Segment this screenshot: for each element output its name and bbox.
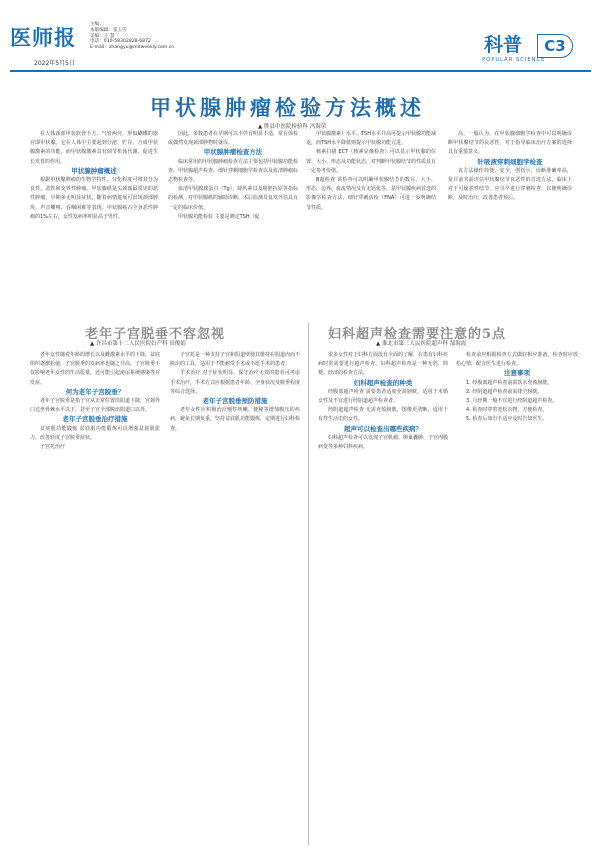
paragraph: 该方法操作简便、安全，创伤小，诊断准确率高，是目前术前评估甲状腺结节良恶性的首选方法。临床上对于可疑恶性结节，应尽早进行穿刺检查，以便明确诊断，及时治疗，改善患者预后。 [448, 167, 572, 202]
section-heading: 针吸液穿刺细胞学检查 [477, 157, 543, 166]
paragraph: 3. 月经期一般不宜进行经阴道超声检查。 [466, 398, 558, 405]
paragraph: 核素扫描 ECT（核素显像检查）可以显示甲状腺的位置、大小、形态及功能状态，对判断甲状腺结节的性质具有一定参考价值。 [306, 149, 436, 174]
info-line: 主编： [90, 22, 104, 27]
paragraph: 妇科超声检查可以发现子宫肌瘤、卵巢囊肿、子宫内膜病变等多种妇科疾病。 [318, 434, 448, 451]
paragraph: 子宫托是一种支持子宫和阴道壁使其维持在阴道内而不脱出的工具，适用于不能耐受手术或不愿手术的患者。 [170, 352, 300, 368]
paragraph: B超检查 该检查可以明确甲状腺结节的数目、大小、形态、边界、血流情况及有无钙化等，是甲状腺疾病首选的影像学检查方法，细针穿刺活检（FNA）可进一步明确结节性质。 [306, 177, 436, 211]
paragraph: 5. 检查后如有不适应及时告知医生。 [466, 416, 548, 423]
section-heading: 甲状腺肿瘤检查方法 [203, 148, 263, 157]
article-column [306, 130, 436, 330]
info-line: 本版编辑：张玉雪 [90, 27, 127, 33]
paragraph: 在人体颈部甲状软骨下方、气管两旁，形似蝴蝶的器官即甲状腺。它在人体中主要起到分泌、贮存、合成甲状腺激素的功能，而甲状腺激素具有调节机体代谢、促进生长发育的作用。 [30, 131, 158, 165]
paragraph: 老年子宫脱垂是指子宫从正常位置沿阴道下降，宫颈外口达坐骨棘水平以下，甚至子宫全部脱出阴道口以外。 [30, 398, 160, 414]
section-heading: 妇科超声检查的种类 [353, 378, 413, 387]
info-line: E-mail：zhangyu@mdweekly.com.cn [90, 45, 175, 51]
section-heading: 老年子宫脱垂预防措施 [202, 397, 268, 406]
masthead: 医师报 [10, 25, 76, 50]
article-column [168, 130, 298, 330]
article-byline: ▲ 许昌市第十二人民医院妇产科 田俊娟 [90, 341, 186, 347]
publication-info [90, 22, 174, 51]
paragraph: 很多女性对于妇科方面没有全面的了解，在患有妇科疾病时常需要进行超声检查。妇科超声检查是一种无创、简便、经济的检查方法。 [318, 352, 448, 377]
paragraph: 临床常用的甲状腺肿瘤检查方法主要包括甲状腺功能检查、甲状腺超声检查、细针穿刺细胞学检查以及血清肿瘤标志物检查等。 [168, 158, 298, 184]
paragraph: 经腹部超声检查 需要患者适度充盈膀胱，适用于未婚女性及不宜进行经阴道超声检查者。 [318, 388, 448, 405]
paragraph: 老年女性应积极治疗慢性咳嗽、便秘等增加腹压的疾病，避免长期负重，坚持盆底肌功能锻炼，定期进行妇科检查。 [170, 407, 300, 432]
article-column [30, 130, 158, 330]
article-column [30, 351, 160, 846]
section-title: 科普 [484, 34, 523, 56]
article-column [456, 351, 578, 846]
article-column [318, 351, 448, 846]
paragraph: 2. 经阴道超声检查前需排空膀胱。 [466, 388, 543, 395]
section-heading: 超声可以检查出哪些疾病？ [344, 424, 422, 433]
page-number: C3 [537, 34, 573, 58]
column-divider [308, 323, 309, 845]
article-title: 老年子宫脱垂不容忽视 [85, 327, 226, 342]
paragraph: 经阴道超声检查 无需充盈膀胱，图像更清晰，适用于有性生活史的女性。 [318, 407, 448, 423]
paragraph: 甲状腺功能检验 主要是测定TSH（促 [178, 213, 260, 220]
section-heading: 何为老年子宫脱垂？ [65, 387, 125, 396]
article-title: 妇科超声检查需要注意的5点 [328, 327, 507, 342]
header-rule [10, 70, 591, 72]
article-column [170, 351, 300, 846]
paragraph: 盆底肌功能锻炼 盆底肌功能锻炼可以增强盆底肌张力，改善轻度子宫脱垂症状。 [30, 425, 160, 441]
paragraph: 4. 检查时穿着宽松衣物，方便检查。 [466, 407, 548, 414]
info-line: 电话：010-58302828-6872 [90, 39, 151, 45]
article-column [448, 130, 572, 330]
paragraph: 因此，多数患者在早期可以不伴有明显不适，常在体检或偶然发现颈部肿物时就诊。 [168, 131, 298, 147]
paragraph: 老年女性随着年龄的增长以及雌激素水平的下降，盆底组织逐渐松弛，子宫脱垂的发病率也随之升高。子宫脱垂不仅影响老年女性的生活质量，还可能引起泌尿系统感染等并发症。 [30, 352, 160, 386]
paragraph: 甲状腺激素）水平。TSH水平升高可提示甲状腺功能减退，而TSH水平降低则提示甲状腺功能亢进。 [306, 131, 436, 147]
article-byline: ▲ 胜县中医院检验科 冯海荣 [258, 124, 327, 130]
section-heading: 甲状腺肿瘤概述 [71, 166, 117, 175]
page-header [0, 0, 601, 70]
paragraph: 1. 经腹部超声检查前需饮水充盈膀胱。 [466, 379, 553, 386]
paragraph: 检查前应根据检查方式做好相应准备，检查时应放松心情，配合医生进行检查。 [456, 352, 578, 368]
publication-date: 2022年5月5日 [34, 60, 75, 67]
article-byline: ▲ 淮北市第三人民医院超声科 郜海霞 [376, 341, 467, 347]
paragraph: 手术治疗 对于症状明显、保守治疗无效的患者可考虑手术治疗，手术方式应根据患者年龄、全身状况及脱垂程度等综合选择。 [170, 370, 300, 395]
paragraph: 高，一般认为，在甲状腺细胞学检查中可以明确诊断甲状腺结节的良恶性，对于指导临床治疗方案的选择具有重要意义。 [448, 131, 572, 156]
section-heading: 老年子宫脱垂治疗措施 [62, 415, 128, 424]
section-title-en: POPULAR SCIENCE [482, 57, 546, 63]
paragraph: 根据甲状腺肿瘤的生物学特性，分化程度可将其分为良性、恶性和交界性肿瘤。甲状腺癌是头颈部最常见的恶性肿瘤，早期多无明显症状，随着病情进展可出现颈部肿块、声音嘶哑、吞咽困难等表现。甲状腺癌占全身恶性肿瘤的1%左右，女性发病率明显高于男性。 [30, 177, 158, 220]
info-line: 美编：王 慧 [90, 33, 115, 39]
section-heading: 注意事项 [504, 369, 530, 378]
paragraph: 子宫托治疗 [40, 444, 66, 451]
paragraph: 血清甲状腺球蛋白（Tg）、降钙素以及癌胚抗原等指标的检测，对甲状腺癌的辅助诊断、术后监测及复发评估具有一定的临床价值。 [168, 186, 298, 211]
article-title: 甲状腺肿瘤检验方法概述 [150, 95, 425, 120]
